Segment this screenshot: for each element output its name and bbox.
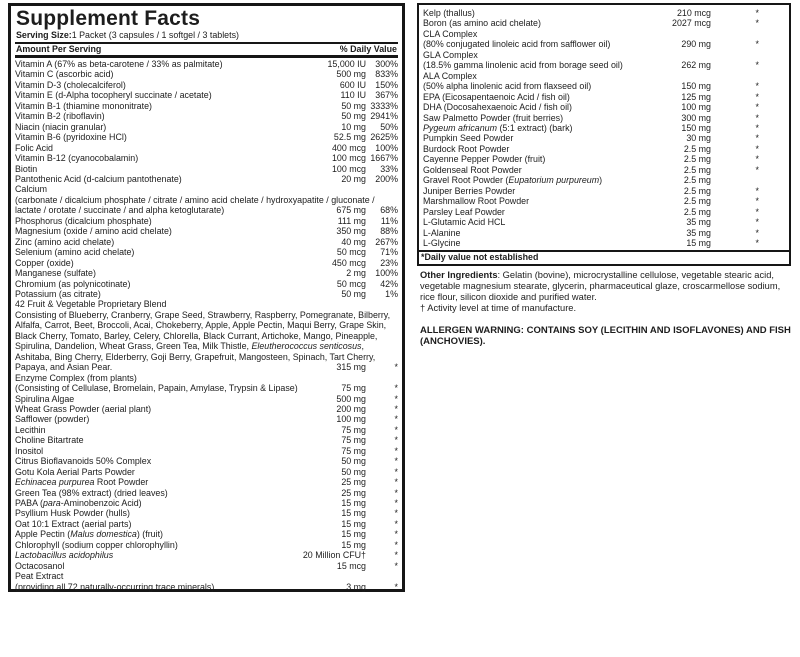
nutrient-name: 42 Fruit & Vegetable Proprietary Blend [15,299,167,310]
nutrient-name: Vitamin B-12 (cyanocobalamin) [15,153,139,164]
amount-cell: 30 mg [686,133,711,144]
daily-value-cell: * [394,456,398,467]
nutrient-name: Green Tea (98% extract) (dried leaves) [15,487,168,498]
amount-cell: 400 mcg [331,142,366,153]
nutrient-row [423,18,759,28]
daily-value-cell: * [755,60,759,71]
nutrient-name: Manganese (sulfate) [15,268,96,279]
nutrient-name: Goldenseal Root Powder [423,164,522,175]
nutrient-row [15,216,398,226]
nutrient-name: Vitamin B-6 (pyridoxine HCl) [15,132,127,143]
right-column [417,3,791,347]
nutrient-row [423,71,759,81]
nutrient-row [15,111,398,121]
nutrient-name: L-Glutamic Acid HCL [423,217,506,228]
nutrient-name: Wheat Grass Powder (aerial plant) [15,403,152,414]
daily-value-cell: * [755,164,759,175]
nutrient-row [423,154,759,164]
nutrient-name: Juniper Berries Powder [423,185,516,196]
nutrient-name: Lactobacillus acidophilus [15,550,114,561]
nutrient-name: Vitamin A (67% as beta-carotene / 33% as palmitate) [15,59,223,69]
nutrient-name: Potassium (as citrate) [15,288,101,299]
daily-value-cell: 267% [375,236,398,247]
daily-value-cell: 1% [385,288,398,299]
nutrient-row [423,39,759,49]
daily-value-cell: 2941% [370,111,398,122]
amount-cell: 100 mcg [331,153,366,164]
daily-value-cell: * [394,424,398,435]
nutrient-row [15,90,398,100]
nutrient-name: Inositol [15,445,44,456]
other-ingredients [420,270,791,302]
daily-value-footnote: *Daily value not established [419,250,789,264]
daily-value-cell: 100% [375,268,398,279]
allergen-warning: ALLERGEN WARNING: CONTAINS SOY (LECITHIN AND ISOFLAVONES) AND FISH (ANCHOVIES). [420,324,791,347]
nutrient-row [15,331,398,341]
nutrient-row [15,550,398,560]
nutrient-name: L-Glycine [423,237,461,248]
daily-value-cell: * [394,383,398,394]
nutrient-name: Biotin [15,163,38,174]
nutrient-row [423,102,759,112]
amount-cell: 35 mg [686,217,711,228]
nutrient-row [15,435,398,445]
amount-cell: 50 mcg [336,278,366,289]
amount-cell: 100 mg [681,102,711,113]
daily-value-cell: * [755,237,759,248]
daily-value-cell: * [394,508,398,519]
nutrient-name: DHA (Docosahexaenoic Acid / fish oil) [423,102,572,113]
nutrient-row [15,153,398,163]
amount-cell: 50 mg [341,466,366,477]
daily-value-cell: * [394,487,398,498]
nutrient-name: Alfalfa, Carrot, Beet, Broccoli, Acai, Chokeberry, Apple, Apple Pectin, Maqui Berry, Grape Skin, [15,320,387,331]
daily-value-cell: * [394,403,398,414]
daily-value-cell: * [394,435,398,446]
nutrient-name: Gotu Kola Aerial Parts Powder [15,466,135,477]
amount-cell: 20 mg [341,173,366,184]
amount-cell: 50 mg [341,111,366,122]
nutrient-row [423,92,759,102]
amount-cell: 315 mg [336,362,366,373]
amount-cell: 50 mg [341,288,366,299]
nutrient-name: Zinc (amino acid chelate) [15,236,115,247]
nutrient-name: EPA (Eicosapentaenoic Acid / fish oil) [423,91,570,102]
amount-cell: 15 mg [341,508,366,519]
nutrient-row [423,50,759,60]
serving-size-label: Serving Size: [16,30,72,40]
nutrient-name: Pumpkin Seed Powder [423,133,514,144]
nutrient-row [15,268,398,278]
nutrient-row [423,123,759,133]
nutrient-name: Spirulina Algae [15,393,75,404]
nutrient-name: CLA Complex [423,28,478,39]
nutrient-row [15,80,398,90]
amount-cell: 675 mg [336,205,366,216]
amount-cell: 15,000 IU [327,59,366,69]
nutrient-row [423,133,759,143]
nutrient-row [15,582,398,592]
daily-value-cell: * [755,81,759,92]
amount-cell: 15 mg [341,539,366,550]
nutrient-name: Papaya, and Asian Pear. [15,362,113,373]
nutrient-name: Apple Pectin (Malus domestica) (fruit) [15,529,163,540]
nutrient-name: Psyllium Husk Powder (hulls) [15,508,130,519]
amount-cell: 50 mg [341,456,366,467]
nutrient-name: Magnesium (oxide / amino acid chelate) [15,226,172,237]
daily-value-cell: * [394,414,398,425]
amount-cell: 2.5 mg [683,154,711,165]
nutrient-row [15,289,398,299]
nutrient-name: Choline Bitartrate [15,435,84,446]
nutrient-name: (50% alpha linolenic acid from flaxseed oil) [423,81,592,92]
nutrient-name: Marshmallow Root Powder [423,196,530,207]
nutrient-name: ALA Complex [423,70,477,81]
nutrient-name: Spirulina, Dandelion, Wheat Grass, Green Tea, Milk Thistle, Eleutherococcus senticosus, [15,341,364,352]
right-facts-box [417,3,791,266]
daily-value-cell: * [394,560,398,571]
nutrient-row [15,59,398,69]
nutrient-name: L-Alanine [423,227,461,238]
daily-value-cell: 833% [375,69,398,80]
nutrient-row [423,81,759,91]
daily-value-cell: * [755,196,759,207]
nutrient-name: Boron (as amino acid chelate) [423,18,541,29]
nutrient-row [15,341,398,351]
amount-cell: 150 mg [681,81,711,92]
amount-cell: 75 mg [341,383,366,394]
nutrient-name: Calcium [15,184,48,195]
nutrient-name: Consisting of Blueberry, Cranberry, Grape Seed, Strawberry, Raspberry, Pomegranate, Bilberry, [15,309,391,320]
daily-value-cell: * [394,498,398,509]
amount-cell: 2 mg [346,268,366,279]
nutrient-name: Peat Extract [15,571,64,582]
nutrient-row [15,205,398,215]
nutrient-row [423,207,759,217]
nutrient-row [15,425,398,435]
serving-size [15,30,398,42]
nutrient-row [423,196,759,206]
nutrient-name: Black Cherry, Tomato, Barley, Celery, Chlorella, Black Currant, Artichoke, Mango, Pineapple, [15,330,378,341]
amount-cell: 300 mg [681,112,711,123]
nutrient-row [15,299,398,309]
nutrient-row [15,247,398,257]
daily-value-cell: * [394,581,398,592]
nutrient-row [15,174,398,184]
nutrient-row [15,184,398,194]
amount-cell: 40 mg [341,236,366,247]
daily-value-cell: * [394,529,398,540]
nutrient-name: (80% conjugated linoleic acid from safflower oil) [423,39,611,50]
amount-cell: 50 mcg [336,247,366,258]
amount-cell: 2.5 mg [683,175,711,186]
amount-cell: 500 mg [336,69,366,80]
amount-cell: 450 mcg [331,257,366,268]
daily-value-cell: * [394,477,398,488]
daily-value-cell: 88% [380,226,398,237]
amount-cell: 2.5 mg [683,196,711,207]
daily-value-cell: * [394,518,398,529]
nutrient-row [15,498,398,508]
nutrient-name: Vitamin B-1 (thiamine mononitrate) [15,100,152,111]
daily-value-cell: 100% [375,142,398,153]
nutrient-row [423,217,759,227]
nutrient-row [423,228,759,238]
nutrient-row [15,561,398,571]
nutrient-row [423,186,759,196]
nutrient-row [15,508,398,518]
daily-value-cell: 33% [380,163,398,174]
nutrient-row [15,383,398,393]
nutrient-name: lactate / orotate / succinate / and alpha ketoglutarate) [15,205,225,216]
amount-cell: 15 mg [341,498,366,509]
amount-cell: 200 mg [336,403,366,414]
amount-cell: 15 mg [341,518,366,529]
nutrient-table-right [419,5,789,250]
amount-cell: 25 mg [341,477,366,488]
daily-value-cell: * [755,122,759,133]
nutrient-name: Safflower (powder) [15,414,90,425]
daily-value-cell: * [755,39,759,50]
label-footnotes [417,266,791,346]
daily-value-cell: 1667% [370,153,398,164]
nutrient-row [15,571,398,581]
nutrient-row [423,165,759,175]
nutrient-row [15,519,398,529]
nutrient-row [423,113,759,123]
daily-value-cell: * [755,133,759,144]
amount-cell: 50 mg [341,100,366,111]
nutrient-name: Pygeum africanum (5:1 extract) (bark) [423,122,573,133]
daily-value-cell: * [755,8,759,18]
nutrient-name: Vitamin E (d-Alpha tocopheryl succinate / acetate) [15,90,212,101]
daily-value-cell: 42% [380,278,398,289]
daily-value-cell: 71% [380,247,398,258]
nutrient-name: Selenium (amino acid chelate) [15,247,135,258]
nutrient-row [423,60,759,70]
amount-cell: 3 mg [346,581,366,592]
amount-per-serving-header: Amount Per Serving [16,44,102,54]
amount-cell: 25 mg [341,487,366,498]
nutrient-row [15,279,398,289]
nutrient-name: Kelp (thallus) [423,8,475,18]
daily-value-cell: 150% [375,79,398,90]
nutrient-row [15,540,398,550]
nutrient-row [15,352,398,362]
daily-value-cell: * [755,185,759,196]
nutrient-name: (providing all 72 naturally-occurring trace minerals) [15,581,215,592]
amount-cell: 290 mg [681,39,711,50]
daily-value-cell: * [394,393,398,404]
nutrient-name: Citrus Bioflavanoids 50% Complex [15,456,152,467]
daily-value-cell: * [394,539,398,550]
nutrient-name: Parsley Leaf Powder [423,206,505,217]
nutrient-row [15,373,398,383]
amount-cell: 15 mg [686,237,711,248]
amount-cell: 75 mg [341,424,366,435]
nutrient-row [423,238,759,248]
nutrient-row [15,446,398,456]
nutrient-name: Echinacea purpurea Root Powder [15,477,149,488]
nutrient-row [15,404,398,414]
nutrient-row [15,122,398,132]
column-header-row [15,42,398,58]
nutrient-row [15,320,398,330]
amount-cell: 100 mcg [331,163,366,174]
nutrient-row [15,467,398,477]
nutrient-row [15,101,398,111]
nutrient-row [15,132,398,142]
nutrient-name: Vitamin C (ascorbic acid) [15,69,114,80]
nutrient-row [15,456,398,466]
nutrient-name: Burdock Root Powder [423,143,510,154]
daily-value-cell: * [755,91,759,102]
daily-value-cell: 300% [375,59,398,69]
other-ingredients-text: : Gelatin (bovine), microcrystalline cellulose, vegetable stearic acid, vegetable magnesium stearate, glycerin, pharmaceutical glaze, croscarmellose sodium, rice flour, silicon dioxide and purified water. [420,270,781,303]
nutrient-row [15,394,398,404]
daily-value-cell: * [755,154,759,165]
nutrient-row [15,477,398,487]
nutrient-name: Gravel Root Powder (Eupatorium purpureum) [423,175,603,186]
amount-cell: 75 mg [341,435,366,446]
amount-cell: 125 mg [681,91,711,102]
nutrient-row [15,195,398,205]
nutrient-row [423,144,759,154]
amount-cell: 15 mcg [336,560,366,571]
daily-value-cell: 68% [380,205,398,216]
nutrient-row [15,488,398,498]
nutrient-row [423,8,759,18]
daily-value-cell: * [394,362,398,373]
nutrient-name: Vitamin D-3 (cholecalciferol) [15,79,126,90]
daily-value-cell: 3333% [370,100,398,111]
daily-value-cell: * [755,143,759,154]
nutrient-name: Cayenne Pepper Powder (fruit) [423,154,546,165]
daily-value-cell: * [394,445,398,456]
amount-cell: 75 mg [341,445,366,456]
amount-cell: 15 mg [341,529,366,540]
amount-cell: 110 IU [340,90,366,101]
amount-cell: 2.5 mg [683,206,711,217]
nutrient-name: PABA (para-Aminobenzoic Acid) [15,498,142,509]
supplement-facts-panel [8,3,405,592]
daily-value-cell: 50% [380,121,398,132]
nutrient-name: Lecithin [15,424,46,435]
nutrient-row [423,29,759,39]
nutrient-row [15,164,398,174]
nutrient-name: (18.5% gamma linolenic acid from borage seed oil) [423,60,623,71]
daily-value-header: % Daily Value [339,44,397,54]
nutrient-row [15,237,398,247]
amount-cell: 35 mg [686,227,711,238]
daily-value-cell: * [755,112,759,123]
nutrient-name: Copper (oxide) [15,257,74,268]
nutrient-name: Phosphorus (dicalcium phosphate) [15,215,152,226]
daily-value-cell: 2625% [370,132,398,143]
amount-cell: 111 mg [337,215,366,226]
nutrient-name: Pantothenic Acid (d-calcium pantothenate) [15,173,182,184]
nutrient-name: Folic Acid [15,142,53,153]
nutrient-name: Chromium (as polynicotinate) [15,278,131,289]
daily-value-cell: * [755,206,759,217]
amount-cell: 2.5 mg [683,143,711,154]
nutrient-row [15,362,398,372]
amount-cell: 52.5 mg [333,132,366,143]
nutrient-name: Niacin (niacin granular) [15,121,107,132]
daily-value-cell: 11% [380,215,398,226]
nutrient-name: Octacosanol [15,560,65,571]
nutrient-row [15,414,398,424]
amount-cell: 262 mg [681,60,711,71]
nutrient-name: (carbonate / dicalcium phosphate / citrate / amino acid chelate / hydroxyapatite / gluconate / [15,194,375,205]
activity-footnote: † Activity level at time of manufacture. [420,302,577,313]
nutrient-name: Ashitaba, Bing Cherry, Elderberry, Goji Berry, Grapefruit, Mangosteen, Spinach, Tart Cherry, [15,351,376,362]
nutrient-name: GLA Complex [423,49,478,60]
nutrient-row [423,175,759,185]
nutrient-row [15,69,398,79]
nutrient-name: (Consisting of Cellulase, Bromelain, Papain, Amylase, Trypsin & Lipase) [15,383,298,394]
amount-cell: 100 mg [336,414,366,425]
amount-cell: 210 mcg [676,8,711,18]
daily-value-cell: 200% [375,173,398,184]
amount-cell: 350 mg [336,226,366,237]
amount-cell: 2.5 mg [683,164,711,175]
daily-value-cell: * [394,550,398,561]
nutrient-row [15,258,398,268]
daily-value-cell: * [755,102,759,113]
serving-size-value: 1 Packet (3 capsules / 1 softgel / 3 tablets) [71,30,239,40]
nutrient-row [15,143,398,153]
daily-value-cell: * [755,217,759,228]
daily-value-cell: 23% [380,257,398,268]
nutrient-name: Chlorophyll (sodium copper chlorophyllin) [15,539,178,550]
nutrient-name: Oat 10:1 Extract (aerial parts) [15,518,132,529]
facts-title: Supplement Facts [16,7,201,30]
nutrient-row [15,226,398,236]
daily-value-cell: * [755,227,759,238]
nutrient-table-left [15,58,398,592]
daily-value-cell: * [755,18,759,29]
amount-cell: 600 IU [339,79,366,90]
daily-value-cell: 367% [375,90,398,101]
other-ingredients-label: Other Ingredients [420,270,498,281]
amount-cell: 10 mg [341,121,366,132]
amount-cell: 500 mg [336,393,366,404]
nutrient-name: Saw Palmetto Powder (fruit berries) [423,112,564,123]
nutrient-row [15,529,398,539]
amount-cell: 2027 mcg [672,18,711,29]
nutrient-name: Enzyme Complex (from plants) [15,372,137,383]
amount-cell: 2.5 mg [683,185,711,196]
nutrient-name: Vitamin B-2 (riboflavin) [15,111,105,122]
amount-cell: 150 mg [681,122,711,133]
nutrient-row [15,310,398,320]
daily-value-cell: * [394,466,398,477]
amount-cell: 20 Million CFU† [302,550,366,561]
